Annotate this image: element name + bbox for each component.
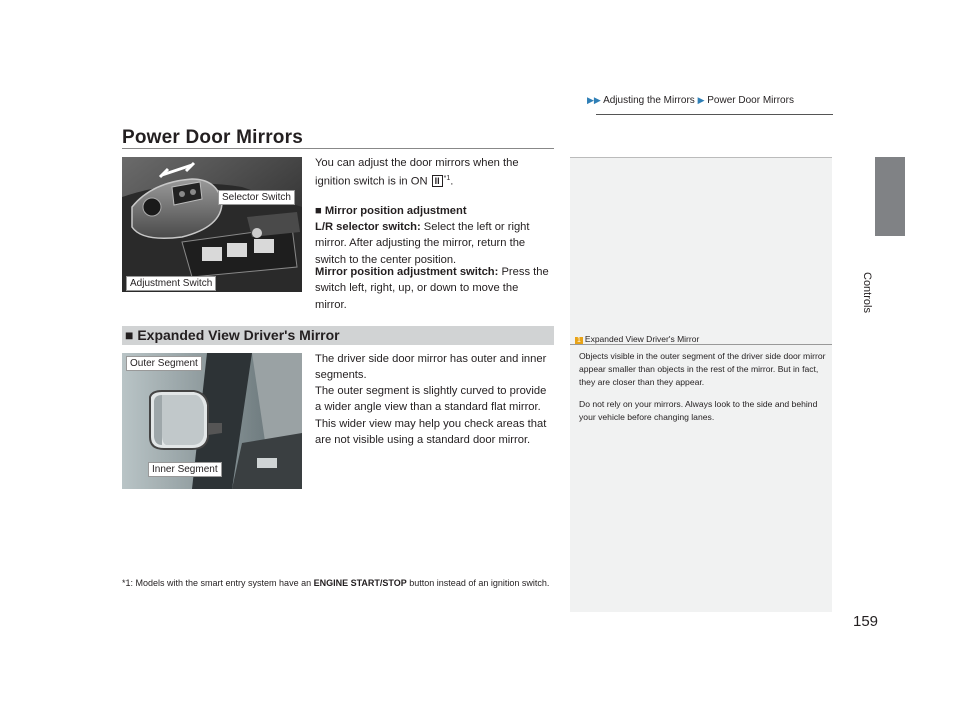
footnote-marker-text: *1: Models with the smart entry system have an (122, 578, 314, 588)
mirror-position-paragraph (315, 264, 553, 313)
header-rule (596, 114, 833, 115)
title-rule (122, 148, 554, 149)
footnote-ref[interactable]: *1 (443, 175, 451, 183)
page-number: 159 (853, 613, 879, 630)
intro-text: You can adjust the door mirrors when the ignition switch is in ON (315, 157, 519, 189)
breadcrumb-item-adjusting-mirrors[interactable]: Adjusting the Mirrors (603, 95, 695, 106)
chapter-tab-label: Controls (861, 272, 873, 313)
note-rule (570, 344, 832, 345)
footnote-rest-text: button instead of an ignition switch. (406, 578, 550, 588)
callout-adjustment-switch: Adjustment Switch (126, 276, 216, 291)
note-body (579, 350, 826, 433)
intro-end: . (450, 176, 454, 189)
callout-inner-segment: Inner Segment (148, 462, 222, 477)
subhead-mirror-position: ■ Mirror position adjustment (315, 205, 467, 217)
expanded-mirror-photo (122, 353, 302, 489)
expanded-view-paragraph-2: The outer segment is slightly curved to provide a wider angle view than a standard flat mirror. This wider view may help you check areas that are not visible using a standard door mirror. (315, 385, 547, 446)
lr-selector-label: L/R selector switch: (315, 221, 421, 233)
expanded-view-paragraph-1: The driver side door mirror has outer and inner segments. (315, 353, 547, 382)
breadcrumb-arrow-icon: ▶ (697, 95, 705, 105)
page-title: Power Door Mirrors (122, 127, 303, 148)
breadcrumb-arrow-icon: ▶▶ (587, 95, 601, 105)
intro-paragraph (315, 155, 553, 190)
note-paragraph-2: Do not rely on your mirrors. Always look to the side and behind your vehicle before changing lanes. (579, 399, 818, 422)
breadcrumb-item-power-door-mirrors[interactable]: Power Door Mirrors (707, 95, 794, 106)
section-title-expanded-view: ■ Expanded View Driver's Mirror (125, 327, 340, 343)
callout-outer-segment: Outer Segment (126, 356, 202, 371)
footnote-bold-text: ENGINE START/STOP (313, 578, 407, 588)
note-heading-text[interactable]: Expanded View Driver's Mirror (584, 334, 700, 344)
ignition-key-symbol: II (432, 175, 443, 187)
note-number-badge: 1 (577, 337, 581, 344)
mirror-position-text: Press the switch left, right, up, or down to move the mirror. (315, 266, 549, 311)
mirror-position-label: Mirror position adjustment switch: (315, 266, 499, 278)
lr-selector-paragraph (315, 219, 553, 268)
lr-selector-text: Select the left or right mirror. After adjusting the mirror, return the switch to the center position. (315, 221, 530, 266)
chapter-tab (875, 157, 905, 236)
breadcrumb (587, 95, 794, 106)
callout-selector-switch: Selector Switch (218, 190, 295, 205)
note-column-top-rule (570, 157, 832, 158)
footnote (122, 575, 562, 592)
note-heading (575, 334, 699, 344)
door-panel-illustration (122, 157, 302, 292)
mirror-switch-photo (122, 157, 302, 292)
note-paragraph-1: Objects visible in the outer segment of the driver side door mirror appear smaller than objects in the rest of the mirror. But in fact, they are closer than they appear. (579, 351, 826, 387)
